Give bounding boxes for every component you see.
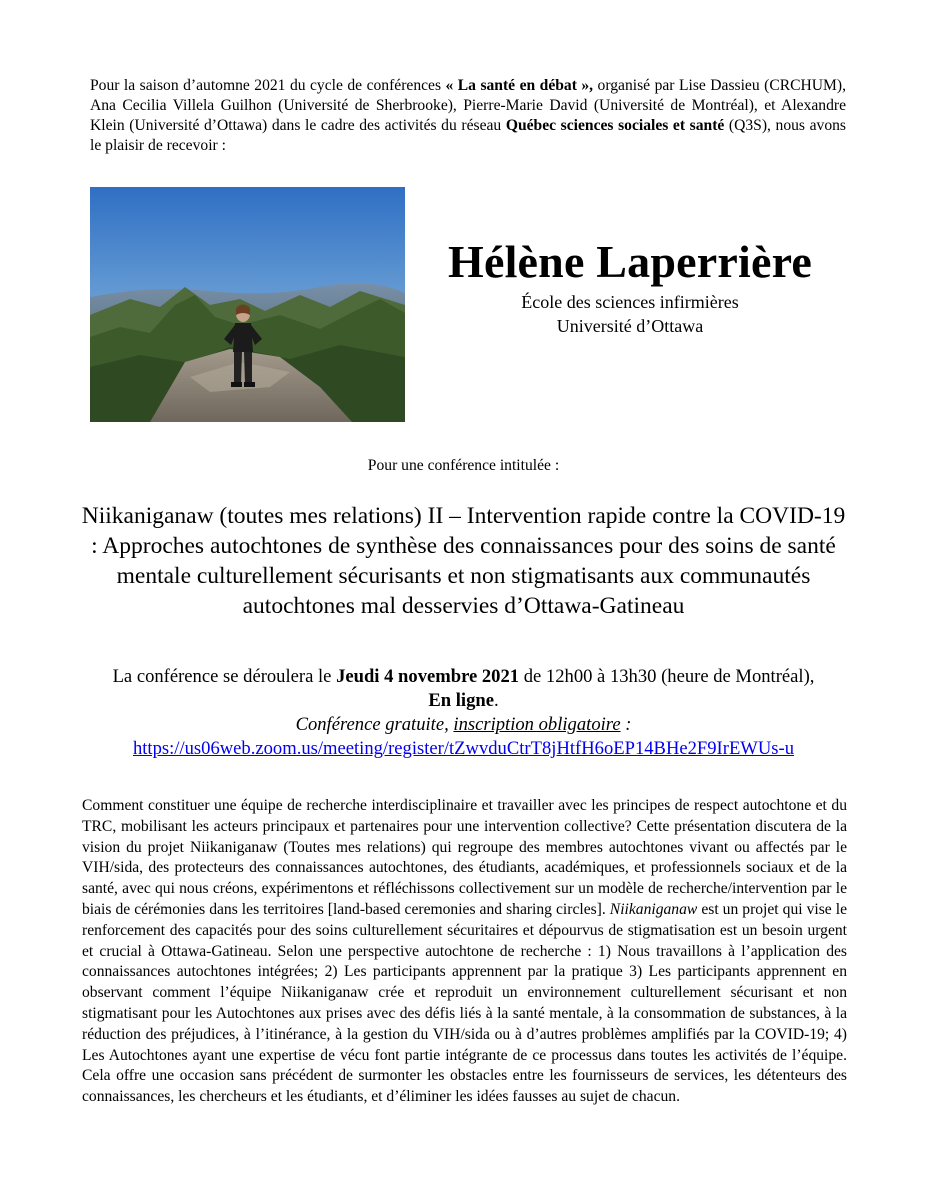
- intro-paragraph: [90, 76, 846, 156]
- talk-intro-label: Pour une conférence intitulée :: [367, 457, 560, 474]
- abstract-text-1: Comment constituer une équipe de recherche interdisciplinaire et travailler avec les principes de respect autochtone et du TRC, mobilisant les acteurs principaux et partenaires pour une intervention collective? Cette présentation discutera de la vision du projet Niikaniganaw (Toutes mes relations) qui regroupe des membres autochtones vivant ou affectés par le VIH/sida, des protecteurs des connaissances autochtones, des étudiants, académiques, et professionnels sociaux et de la santé, avec qui nous créons, expérimentons et réfléchissons collectivement sur un modèle de recherche/intervention par le biais de cérémonies dans les territoires [land-based ceremonies and sharing circles].: [82, 797, 847, 918]
- registration-url-line: [40, 737, 887, 761]
- speaker-school: École des sciences infirmières: [521, 292, 739, 312]
- free-label: Conférence gratuite,: [295, 714, 454, 735]
- project-name: Niikaniganaw: [609, 900, 698, 918]
- intro-text-2: organisé par Lise Dassieu (CRCHUM), Ana Cecilia Villela Guilhon (Université de Sherbrooke), Pierre-Marie David (Université de Montréal), et Alexandre Klein (Université d’Ottawa) dans le cadre des activités du réseau: [90, 77, 847, 134]
- abstract-paragraph: [82, 796, 847, 1108]
- event-logistics: [40, 665, 887, 761]
- date-suffix: de 12h00 à 13h30 (heure de Montréal),: [519, 666, 815, 687]
- speaker-block: [420, 234, 840, 338]
- intro-text-1: Pour la saison d’automne 2021 du cycle de conférences: [90, 77, 446, 94]
- speaker-name: Hélène Laperrière: [447, 236, 812, 287]
- registration-colon: :: [620, 714, 632, 735]
- event-date-line: [40, 665, 887, 689]
- registration-line: [40, 713, 887, 737]
- series-name: « La santé en débat »,: [445, 77, 594, 94]
- event-mode-line: [40, 689, 887, 713]
- abstract-text-2: est un projet qui vise le renforcement des capacités pour des soins culturellement sécuritaires et dépourvus de stigmatisation est un besoin urgent et crucial à Ottawa-Gatineau. Selon une perspective autochtone de recherche : 1) Nous travaillons à l’application des connaissances autochtones intégrées; 2) Les participants apprennent par la pratique 3) Les participants apprennent en observant comment l’équipe Niikaniganaw crée et reproduit un environnement culturellement sécurisant et non stigmatisant pour les Autochtones aux prises avec des défis liés à la santé mentale, à la consommation de substances, à la réduction des préjudices, à l’itinérance, à la gestion du VIH/sida ou à d’autres problèmes amplifiés par la COVID-19; 4) Les Autochtones ayant une expertise de vécu font partie intégrante de ce processus dans toutes les activités de l’équipe. Cela offre une occasion sans précédent de surmonter les obstacles entre les fournisseurs de services, les détenteurs des connaissances, les chercheurs et les étudiants, et d’éliminer les idées fausses au sujet de chacun.: [82, 900, 847, 1106]
- event-mode: En ligne: [428, 690, 494, 711]
- intro-text-3: (Q3S), nous avons le plaisir de recevoir :: [90, 117, 846, 154]
- registration-required: inscription obligatoire: [453, 714, 621, 735]
- network-name: Québec sciences sociales et santé: [505, 117, 725, 134]
- registration-link[interactable]: https://us06web.zoom.us/meeting/register/tZwvduCtrT8jHtfH6oEP14BHe2F9IrEWUs-u: [132, 738, 795, 759]
- speaker-university: Université d’Ottawa: [556, 316, 704, 336]
- date-prefix: La conférence se déroulera le: [112, 666, 337, 687]
- event-mode-suffix: .: [493, 690, 499, 711]
- talk-title: Niikaniganaw (toutes mes relations) II – Intervention rapide contre la COVID-19 : Approches autochtones de synthèse des connaissances pour des soins de santé mentale culturellement sécurisants et non stigmatisants aux communautés autochtones mal desservies d’Ottawa-Gatineau: [81, 503, 846, 619]
- speaker-photo: [90, 187, 405, 422]
- event-date: Jeudi 4 novembre 2021: [336, 666, 520, 687]
